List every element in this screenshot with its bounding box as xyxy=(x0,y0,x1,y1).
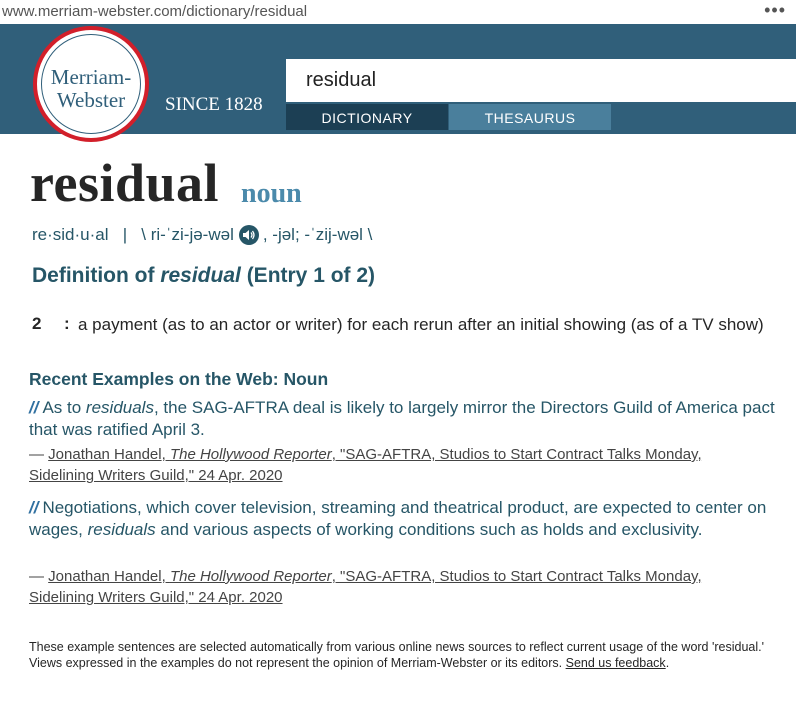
definition-title-suffix: (Entry 1 of 2) xyxy=(240,264,376,287)
headword: residual xyxy=(30,153,220,213)
citation-publication: The Hollywood Reporter xyxy=(169,446,332,463)
separator xyxy=(127,225,141,245)
tab-thesaurus[interactable]: THESAURUS xyxy=(449,104,611,130)
sense-number: 2 xyxy=(32,314,42,333)
pronunciation-primary: \ ri-ˈzi-jə-wəl xyxy=(141,225,234,244)
syllabification: re·​sid·​u·​al xyxy=(32,225,109,244)
example-text: , the SAG-AFTRA deal is likely to largely mirror the Directors Guild of America pact that was ratified April 3. xyxy=(29,398,775,439)
logo-line-1: Merriam- xyxy=(50,65,132,89)
citation-publication: The Hollywood Reporter xyxy=(169,568,332,585)
citation-title: , "SAG-AFTRA, Studios to Start Contract Talks Monday, Sidelining Writers Guild," 24 Apr. 2020 xyxy=(29,446,702,484)
separator-bar: | xyxy=(122,225,128,244)
tab-dictionary[interactable]: DICTIONARY xyxy=(286,104,448,130)
examples-heading: Recent Examples on the Web: Noun xyxy=(29,369,329,389)
example-marker: // xyxy=(29,498,39,517)
example-marker: // xyxy=(29,398,39,417)
since-1828-tagline: SINCE 1828 xyxy=(165,94,263,115)
example-citation xyxy=(29,566,749,608)
disclaimer-text: These example sentences are selected automatically from various online news sources to reflect current usage of the word 'residual.' Views expressed in the examples do not represent the opinion of Merriam-Webster or its editors. xyxy=(29,640,765,670)
example-sentence xyxy=(29,397,779,441)
citation-dash: — xyxy=(29,568,49,585)
pronunciation-variants: , -jəl; -ˈzij-wəl \ xyxy=(262,225,373,244)
pronunciation-line xyxy=(32,225,372,245)
search-input[interactable] xyxy=(286,59,796,102)
more-horizontal-icon[interactable]: ••• xyxy=(764,0,786,20)
merriam-webster-logo[interactable] xyxy=(33,26,149,142)
logo-line-2: Webster xyxy=(56,88,126,112)
citation-separator: , xyxy=(161,568,170,585)
send-feedback-link[interactable]: Send us feedback xyxy=(565,656,666,670)
citation-link[interactable] xyxy=(29,568,702,606)
definition-title-prefix: Definition of xyxy=(32,264,161,287)
citation-link[interactable] xyxy=(29,446,702,484)
separator xyxy=(109,225,123,245)
example-sentence xyxy=(29,497,779,541)
citation-title: , "SAG-AFTRA, Studios to Start Contract Talks Monday, Sidelining Writers Guild," 24 Apr. 2020 xyxy=(29,568,702,606)
citation-author: Jonathan Handel xyxy=(48,446,162,463)
definition-title-word: residual xyxy=(160,264,241,287)
logo-wordmark xyxy=(37,66,145,112)
part-of-speech[interactable]: noun xyxy=(241,178,302,209)
speaker-icon[interactable] xyxy=(239,225,259,245)
browser-address-bar xyxy=(0,0,796,24)
example-text: As to xyxy=(42,398,86,417)
example-keyword: residuals xyxy=(87,520,156,539)
example-keyword: residuals xyxy=(85,398,154,417)
example-text: Negotiations, which cover television, streaming and theatrical product, are expected to center on wages, xyxy=(29,498,767,539)
citation-separator: , xyxy=(161,446,170,463)
example-citation xyxy=(29,444,749,486)
definition-title xyxy=(32,264,375,288)
citation-dash: — xyxy=(29,446,49,463)
sense-colon: : xyxy=(64,314,70,333)
search-box xyxy=(286,59,796,102)
examples-disclaimer xyxy=(29,639,774,671)
disclaimer-end: . xyxy=(665,656,670,670)
citation-author: Jonathan Handel xyxy=(48,568,162,585)
sense-definition: a payment (as to an actor or writer) for each rerun after an initial showing (as of a TV show) xyxy=(78,315,764,334)
url-text[interactable]: www.merriam-webster.com/dictionary/residual xyxy=(2,3,308,20)
example-text: and various aspects of working conditions such as holds and exclusivity. xyxy=(155,520,703,539)
